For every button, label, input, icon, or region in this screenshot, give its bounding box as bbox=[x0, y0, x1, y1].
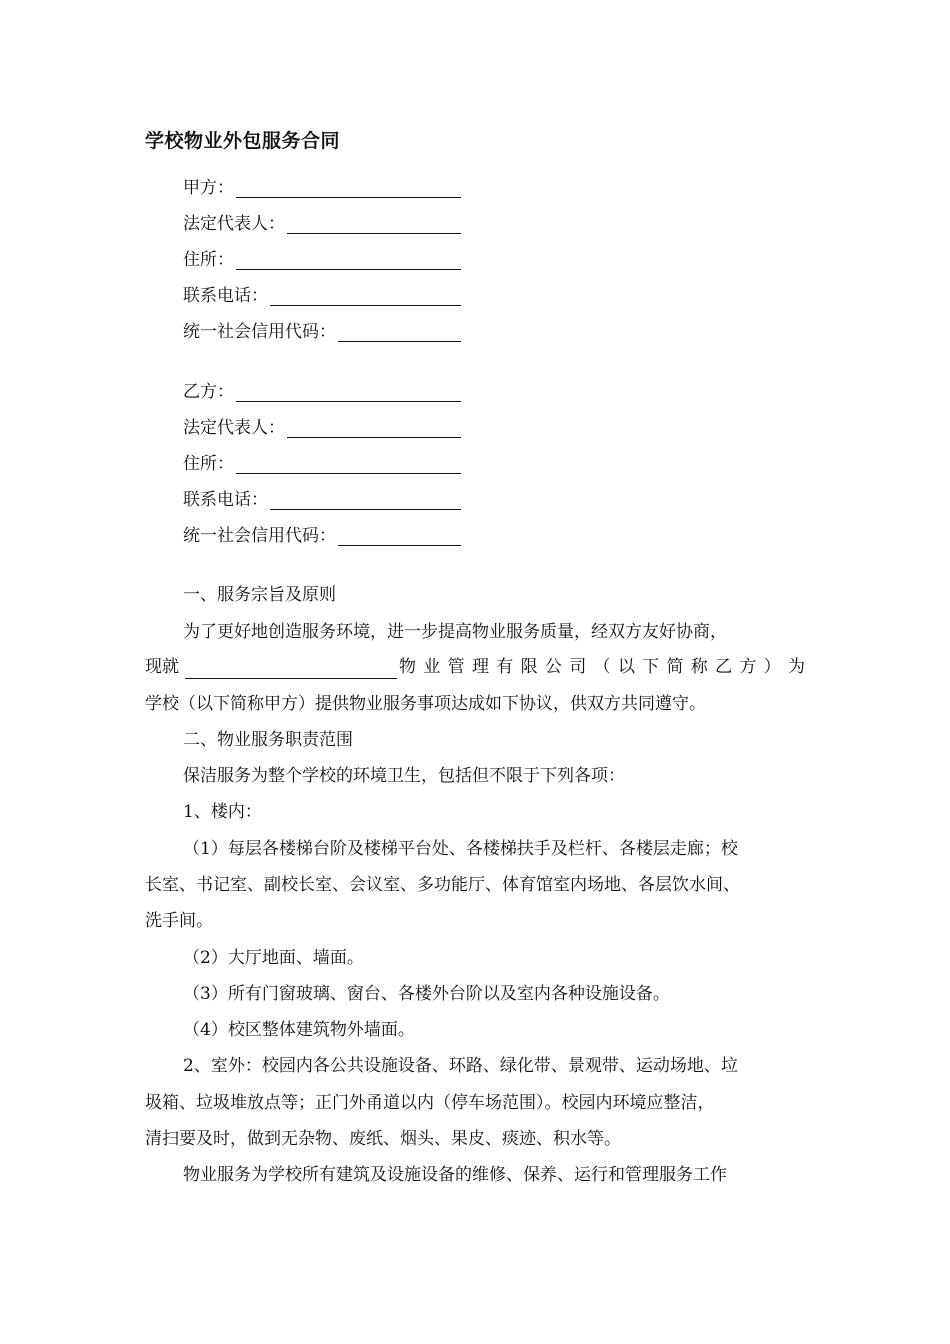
suffix-char: 为 bbox=[788, 657, 805, 677]
party-a-rep-label: 法定代表人： bbox=[183, 214, 285, 234]
section-1-prefix-text: 现就 bbox=[145, 657, 179, 677]
party-b-rep-field[interactable] bbox=[183, 414, 461, 438]
item-1-sub-3: （3）所有门窗玻璃、窗台、各楼外台阶以及室内各种设施设备。 bbox=[183, 984, 670, 1004]
suffix-char: 下 bbox=[642, 657, 660, 677]
suffix-char: 限 bbox=[520, 657, 538, 677]
section-1-paragraph-line bbox=[145, 655, 805, 679]
party-a-field[interactable] bbox=[183, 174, 461, 198]
suffix-char: （ bbox=[593, 657, 611, 677]
suffix-char: 方 bbox=[739, 657, 757, 677]
suffix-char: 公 bbox=[544, 657, 562, 677]
party-b-phone-label: 联系电话： bbox=[183, 490, 268, 510]
item-1-sub-2: （2）大厅地面、墙面。 bbox=[183, 948, 364, 968]
section-1-heading: 一、服务宗旨及原则 bbox=[183, 585, 336, 605]
suffix-char: 理 bbox=[471, 657, 489, 677]
party-a-credit-code-blank[interactable] bbox=[338, 323, 461, 342]
party-a-phone-field[interactable] bbox=[183, 282, 461, 306]
item-2-line: 2、室外：校园内各公共设施设备、环路、绿化带、景观带、运动场地、垃 bbox=[183, 1056, 738, 1076]
suffix-char: 物 bbox=[399, 657, 416, 677]
suffix-char: 有 bbox=[496, 657, 514, 677]
suffix-char: ） bbox=[763, 657, 781, 677]
section-1-suffix-text bbox=[399, 655, 805, 679]
suffix-char: 乙 bbox=[715, 657, 733, 677]
item-1-sub-1-line: 长室、书记室、副校长室、会议室、多功能厅、体育馆室内场地、各层饮水间、 bbox=[145, 875, 740, 895]
party-a-phone-blank[interactable] bbox=[270, 287, 461, 306]
suffix-char: 管 bbox=[447, 657, 465, 677]
suffix-char: 业 bbox=[423, 657, 441, 677]
party-b-rep-label: 法定代表人： bbox=[183, 418, 285, 438]
party-b-credit-code-label: 统一社会信用代码： bbox=[183, 526, 336, 546]
party-b-phone-field[interactable] bbox=[183, 486, 461, 510]
item-1-heading: 1、楼内： bbox=[183, 802, 262, 822]
party-a-credit-code-field[interactable] bbox=[183, 318, 461, 342]
party-b-credit-code-field[interactable] bbox=[183, 522, 461, 546]
party-b-blank[interactable] bbox=[236, 383, 461, 402]
party-a-address-blank[interactable] bbox=[236, 251, 461, 270]
item-1-sub-4: （4）校区整体建筑物外墙面。 bbox=[183, 1020, 415, 1040]
party-b-phone-blank[interactable] bbox=[270, 491, 461, 510]
item-2-line: 圾箱、垃圾堆放点等；正门外甬道以内（停车场范围）。校园内环境应整洁， bbox=[145, 1093, 715, 1113]
party-b-label: 乙方： bbox=[183, 382, 234, 402]
party-a-phone-label: 联系电话： bbox=[183, 286, 268, 306]
party-a-rep-field[interactable] bbox=[183, 210, 461, 234]
company-name-blank[interactable] bbox=[185, 659, 397, 679]
section-2-intro: 保洁服务为整个学校的环境卫生，包括但不限于下列各项： bbox=[183, 766, 625, 786]
party-b-rep-blank[interactable] bbox=[287, 419, 461, 438]
section-1-paragraph-line: 为了更好地创造服务环境，进一步提高物业服务质量，经双方友好协商， bbox=[183, 622, 727, 642]
document-title: 学校物业外包服务合同 bbox=[145, 130, 341, 152]
section-1-paragraph-line: 学校（以下简称甲方）提供物业服务事项达成如下协议，供双方共同遵守。 bbox=[145, 694, 706, 714]
party-a-credit-code-label: 统一社会信用代码： bbox=[183, 322, 336, 342]
party-b-address-field[interactable] bbox=[183, 450, 461, 474]
item-1-sub-1-line: 洗手间。 bbox=[145, 911, 213, 931]
party-a-label: 甲方： bbox=[183, 178, 234, 198]
party-b-address-label: 住所： bbox=[183, 454, 234, 474]
party-a-address-label: 住所： bbox=[183, 250, 234, 270]
party-b-field[interactable] bbox=[183, 378, 461, 402]
party-a-rep-blank[interactable] bbox=[287, 215, 461, 234]
suffix-char: 简 bbox=[666, 657, 684, 677]
property-service-paragraph-line: 物业服务为学校所有建筑及设施设备的维修、保养、运行和管理服务工作 bbox=[183, 1165, 727, 1185]
suffix-char: 称 bbox=[690, 657, 708, 677]
item-1-sub-1-line: （1）每层各楼梯台阶及楼梯平台处、各楼梯扶手及栏杆、各楼层走廊；校 bbox=[183, 839, 738, 859]
suffix-char: 司 bbox=[569, 657, 587, 677]
item-2-line: 清扫要及时，做到无杂物、废纸、烟头、果皮、痰迹、积水等。 bbox=[145, 1129, 621, 1149]
section-2-heading: 二、物业服务职责范围 bbox=[183, 730, 353, 750]
party-a-address-field[interactable] bbox=[183, 246, 461, 270]
suffix-char: 以 bbox=[617, 657, 635, 677]
party-b-address-blank[interactable] bbox=[236, 455, 461, 474]
party-b-credit-code-blank[interactable] bbox=[338, 527, 461, 546]
party-a-blank[interactable] bbox=[236, 179, 461, 198]
